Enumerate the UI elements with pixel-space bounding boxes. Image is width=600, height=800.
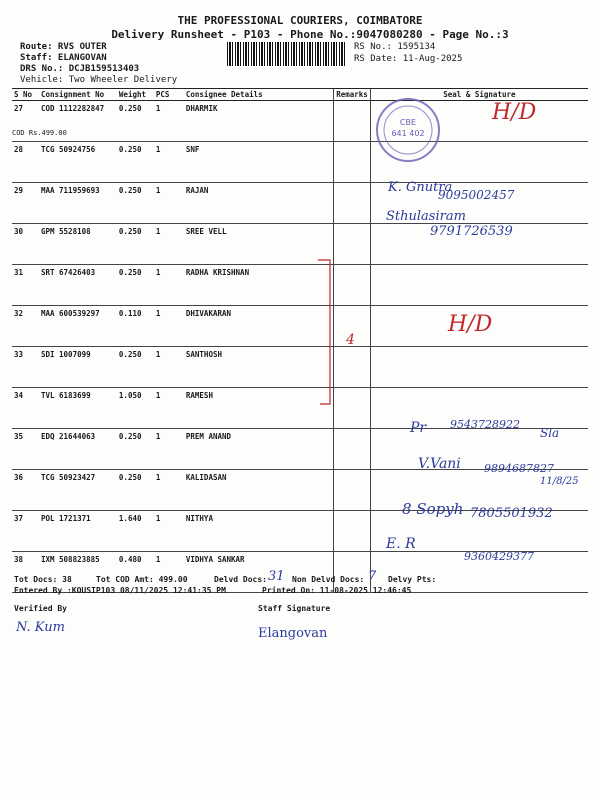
consignment-number: TVL 6183699 [39, 388, 117, 429]
serial-number: 32 [12, 306, 39, 347]
courier-stamp [372, 94, 444, 166]
total-cod-amount: Tot COD Amt: 499.00 [96, 575, 188, 584]
vehicle-label: Vehicle: Two Wheeler Delivery [20, 75, 178, 85]
barcode [227, 42, 347, 66]
consignment-number: MAA 600539297 [39, 306, 117, 347]
consignee-name: SNF [184, 142, 334, 183]
pieces: 1 [154, 224, 184, 265]
weight: 0.250 [117, 224, 154, 265]
column-header: Seal & Signature [370, 89, 588, 101]
cod-amount: COD Rs.499.00 [12, 129, 67, 137]
table-row [12, 306, 588, 347]
weight: 0.250 [117, 470, 154, 511]
consignee-name: PREM ANAND [184, 429, 334, 470]
staff-signature: Elangovan [258, 626, 328, 641]
table-row [12, 265, 588, 306]
consignee-name: SREE VELL [184, 224, 334, 265]
consignment-number: SDI 1007099 [39, 347, 117, 388]
pieces: 1 [154, 183, 184, 224]
pieces: 1 [154, 142, 184, 183]
serial-number: 31 [12, 265, 39, 306]
column-header: Remarks [334, 89, 371, 101]
weight: 0.480 [117, 552, 154, 593]
remarks-cell [334, 142, 371, 183]
consignee-name: VIDHYA SANKAR [184, 552, 334, 593]
column-header: Weight [117, 89, 154, 101]
table-row [12, 142, 588, 183]
remarks-cell [334, 183, 371, 224]
delivered-docs-label: Delvd Docs: [214, 575, 267, 584]
signature-35: Sla [540, 426, 560, 440]
pieces: 1 [154, 306, 184, 347]
remarks-cell [334, 101, 371, 142]
weight: 0.250 [117, 101, 154, 142]
consignment-number: POL 1721371 [39, 511, 117, 552]
phone-35: 9543728922 [450, 418, 520, 431]
printed-on: Printed On: 11-08-2025 12:46:45 [262, 586, 412, 595]
bracket-count: 4 [346, 332, 355, 348]
signature-36: V.Vani [418, 456, 461, 472]
consignment-number: IXM 508823885 [39, 552, 117, 593]
consignee-name: SANTHOSH [184, 347, 334, 388]
consignee-name: RADHA KRISHNAN [184, 265, 334, 306]
signature-38: E. R [386, 536, 416, 552]
consignment-number: TCG 50924756 [39, 142, 117, 183]
date-36: 11/8/25 [540, 476, 579, 487]
phone-38: 9360429377 [464, 550, 534, 563]
document-title: THE PROFESSIONAL COURIERS, COIMBATORE [177, 14, 423, 27]
consignment-number: EDQ 21644063 [39, 429, 117, 470]
serial-number: 28 [12, 142, 39, 183]
weight: 1.640 [117, 511, 154, 552]
consignment-number: COD 1112282847 [39, 101, 117, 142]
serial-number: 37 [12, 511, 39, 552]
weight: 0.250 [117, 429, 154, 470]
drs-number: DRS No.: DCJB159513403 [20, 64, 140, 74]
staff-signature-label: Staff Signature [258, 604, 331, 613]
serial-number: 34 [12, 388, 39, 429]
column-header: PCS [154, 89, 184, 101]
seal-signature-cell [370, 347, 588, 388]
weight: 1.050 [117, 388, 154, 429]
stamp-pin: 641 402 [391, 129, 425, 138]
verified-by-label: Verified By [14, 604, 67, 613]
rs-date: RS Date: 11-Aug-2025 [354, 54, 463, 64]
total-docs: Tot Docs: 38 [14, 575, 72, 584]
pieces: 1 [154, 101, 184, 142]
handwritten-hd-mid: H/D [448, 312, 493, 337]
weight: 0.110 [117, 306, 154, 347]
serial-number: 38 [12, 552, 39, 593]
serial-number: 29 [12, 183, 39, 224]
phone-37: 7805501932 [470, 506, 553, 521]
phone-36: 9894687827 [484, 462, 554, 475]
column-header: S No [12, 89, 39, 101]
delivered-docs-count: 31 [268, 569, 285, 584]
delivery-points-label: Delvy Pts: [388, 575, 437, 584]
pieces: 1 [154, 265, 184, 306]
consignment-number: TCG 50923427 [39, 470, 117, 511]
remarks-cell [334, 511, 371, 552]
table-row [12, 347, 588, 388]
table-row [12, 470, 588, 511]
serial-number: 35 [12, 429, 39, 470]
consignee-name: RAJAN [184, 183, 334, 224]
serial-number: 27 COD Rs.499.00 [12, 101, 39, 142]
consignee-name: NITHYA [184, 511, 334, 552]
signature-29: K. Gnutra [388, 180, 453, 195]
consignee-name: RAMESH [184, 388, 334, 429]
pieces: 1 [154, 388, 184, 429]
consignment-number: GPM 5528108 [39, 224, 117, 265]
staff-label: Staff: ELANGOVAN [20, 53, 107, 63]
non-delivered-docs-label: Non Delvd Docs: [292, 575, 365, 584]
phone-30: 9791726539 [430, 224, 513, 239]
pieces: 1 [154, 511, 184, 552]
consignee-name: KALIDASAN [184, 470, 334, 511]
signature-30: Sthulasiram [386, 209, 466, 224]
weight: 0.250 [117, 265, 154, 306]
column-header: Consignment No [39, 89, 117, 101]
runsheet-subtitle: Delivery Runsheet - P103 - Phone No.:9047080280 - Page No.:3 [111, 28, 509, 41]
handwritten-hd-top: H/D [492, 100, 537, 125]
verified-signature: N. Kum [16, 620, 65, 635]
rs-number: RS No.: 1595134 [354, 42, 436, 52]
pieces: 1 [154, 347, 184, 388]
consignee-name: DHARMIK [184, 101, 334, 142]
signature-37: 8 Sopyh [402, 500, 464, 518]
bracket-mark [316, 258, 372, 406]
phone-29: 9095002457 [438, 188, 515, 202]
entered-by: Entered By :KOUSIP103 08/11/2025 12:41:35 PM [14, 586, 226, 595]
column-header: Consignee Details [184, 89, 334, 101]
consignment-number: SRT 67426403 [39, 265, 117, 306]
pieces: 1 [154, 470, 184, 511]
serial-number: 30 [12, 224, 39, 265]
signature-35-initial: Pr [410, 420, 427, 436]
serial-number: 33 [12, 347, 39, 388]
remarks-cell [334, 470, 371, 511]
route-label: Route: RVS OUTER [20, 42, 107, 52]
weight: 0.250 [117, 183, 154, 224]
remarks-cell [334, 429, 371, 470]
consignee-name: DHIVAKARAN [184, 306, 334, 347]
serial-number: 36 [12, 470, 39, 511]
stamp-city: CBE [399, 118, 417, 127]
weight: 0.250 [117, 347, 154, 388]
table-header-row [12, 89, 588, 101]
weight: 0.250 [117, 142, 154, 183]
pieces: 1 [154, 429, 184, 470]
consignment-number: MAA 711959693 [39, 183, 117, 224]
seal-signature-cell [370, 265, 588, 306]
pieces: 1 [154, 552, 184, 593]
non-delivered-docs-count: 7 [368, 569, 377, 584]
